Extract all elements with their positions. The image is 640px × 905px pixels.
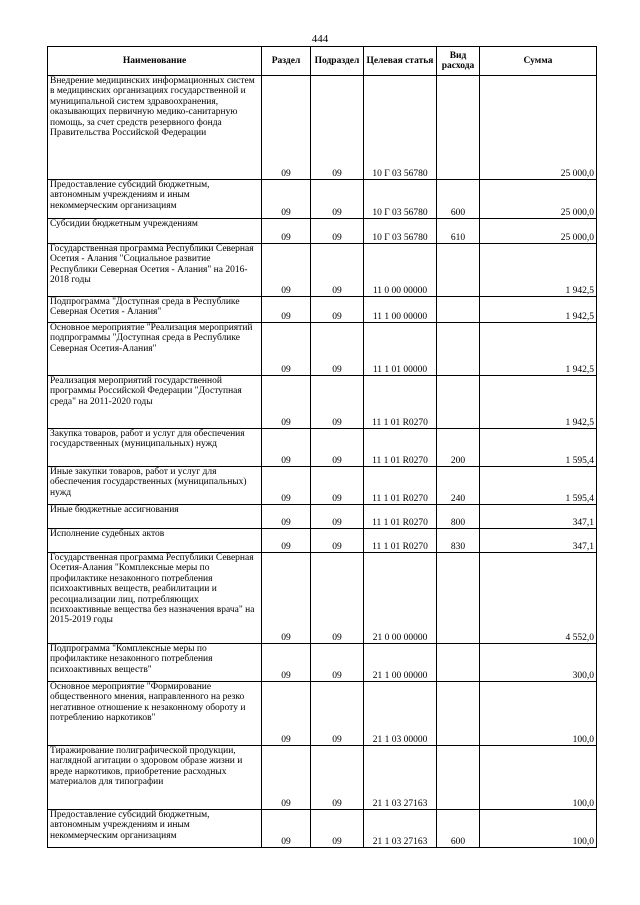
row-name: Предоставление субсидий бюджетным, автономным учреждениям и иным некоммерческим организациям (48, 810, 262, 848)
table-row (48, 244, 597, 297)
row-type: 800 (437, 505, 480, 529)
row-subsection: 09 (311, 376, 364, 429)
row-sum: 300,0 (480, 644, 597, 682)
row-sum: 347,1 (480, 505, 597, 529)
row-subsection: 09 (311, 810, 364, 848)
table-row (48, 553, 597, 644)
row-article: 11 1 01 00000 (364, 323, 437, 376)
row-subsection: 09 (311, 429, 364, 467)
row-name: Государственная программа Республики Северная Осетия - Алания "Социальное развитие Республики Северная Осетия - Алания" на 2016-2018 годы (48, 244, 262, 297)
row-name: Реализация мероприятий государственной программы Российской Федерации "Доступная среда" на 2011-2020 годы (48, 376, 262, 429)
row-subsection: 09 (311, 467, 364, 505)
page-number: 444 (311, 33, 329, 45)
row-article: 21 0 00 00000 (364, 553, 437, 644)
row-sum: 1 942,5 (480, 323, 597, 376)
table-row (48, 529, 597, 553)
row-subsection: 09 (311, 682, 364, 746)
row-type (437, 323, 480, 376)
header-name: Наименование (48, 47, 262, 76)
row-sum: 100,0 (480, 810, 597, 848)
row-sum: 1 942,5 (480, 244, 597, 297)
row-sum: 1 595,4 (480, 429, 597, 467)
row-type (437, 746, 480, 810)
row-name: Внедрение медицинских информационных систем в медицинских организациях государственной и муниципальной систем здравоохранения, оказывающих первичную медико-санитарную помощь, за счет средств резервного фонда Правительства Российской Федерации (48, 76, 262, 180)
row-subsection: 09 (311, 529, 364, 553)
row-section: 09 (262, 180, 311, 219)
row-section: 09 (262, 746, 311, 810)
row-subsection: 09 (311, 219, 364, 244)
table-row (48, 682, 597, 746)
table-header-row (48, 47, 597, 76)
header-target-article: Целевая статья (364, 47, 437, 76)
header-sum: Сумма (480, 47, 597, 76)
row-article: 21 1 03 27163 (364, 746, 437, 810)
row-sum: 347,1 (480, 529, 597, 553)
row-section: 09 (262, 244, 311, 297)
row-subsection: 09 (311, 505, 364, 529)
row-subsection: 09 (311, 746, 364, 810)
row-section: 09 (262, 467, 311, 505)
row-section: 09 (262, 76, 311, 180)
row-article: 21 1 03 00000 (364, 682, 437, 746)
row-sum: 1 942,5 (480, 297, 597, 323)
row-sum: 25 000,0 (480, 76, 597, 180)
row-type (437, 644, 480, 682)
row-type (437, 76, 480, 180)
row-section: 09 (262, 297, 311, 323)
row-type (437, 553, 480, 644)
row-article: 11 0 00 00000 (364, 244, 437, 297)
row-article: 11 1 01 R0270 (364, 467, 437, 505)
row-sum: 100,0 (480, 682, 597, 746)
row-sum: 100,0 (480, 746, 597, 810)
row-name: Основное мероприятие "Формирование общественного мнения, направленного на резко негативное отношение к незаконному обороту и потреблению наркотиков" (48, 682, 262, 746)
row-name: Государственная программа Республики Северная Осетия-Алания "Комплексные меры по профилактике незаконного потребления психоактивных веществ, реабилитации и ресоциализации лиц, потребляющих психоактивные вещества без назначения врача" на 2015-2019 годы (48, 553, 262, 644)
row-article: 10 Г 03 56780 (364, 76, 437, 180)
table-row (48, 644, 597, 682)
row-sum: 25 000,0 (480, 180, 597, 219)
table-row (48, 323, 597, 376)
row-section: 09 (262, 682, 311, 746)
row-section: 09 (262, 644, 311, 682)
row-section: 09 (262, 219, 311, 244)
row-subsection: 09 (311, 180, 364, 219)
row-subsection: 09 (311, 244, 364, 297)
row-article: 11 1 01 R0270 (364, 529, 437, 553)
row-name: Иные закупки товаров, работ и услуг для обеспечения государственных (муниципальных) нужд (48, 467, 262, 505)
table-row (48, 376, 597, 429)
row-name: Исполнение судебных актов (48, 529, 262, 553)
row-article: 11 1 01 R0270 (364, 429, 437, 467)
row-type (437, 244, 480, 297)
row-section: 09 (262, 505, 311, 529)
table-row (48, 505, 597, 529)
row-section: 09 (262, 323, 311, 376)
row-type (437, 682, 480, 746)
table-row (48, 297, 597, 323)
table-row (48, 467, 597, 505)
table-row (48, 180, 597, 219)
header-section: Раздел (262, 47, 311, 76)
row-article: 11 1 00 00000 (364, 297, 437, 323)
row-subsection: 09 (311, 323, 364, 376)
table-row (48, 810, 597, 848)
row-type (437, 376, 480, 429)
row-type: 240 (437, 467, 480, 505)
table-row (48, 746, 597, 810)
row-name: Предоставление субсидий бюджетным, автономным учреждениям и иным некоммерческим организациям (48, 180, 262, 219)
row-name: Подпрограмма "Доступная среда в Республике Северная Осетия - Алания" (48, 297, 262, 323)
row-name: Тиражирование полиграфической продукции, наглядной агитации о здоровом образе жизни и вреде наркотиков, приобретение расходных материалов для типографии (48, 746, 262, 810)
row-subsection: 09 (311, 76, 364, 180)
header-expense-type: Вид расхода (437, 47, 480, 76)
table-row (48, 429, 597, 467)
budget-table (47, 46, 597, 848)
row-section: 09 (262, 376, 311, 429)
row-name: Закупка товаров, работ и услуг для обеспечения государственных (муниципальных) нужд (48, 429, 262, 467)
row-type: 600 (437, 810, 480, 848)
row-section: 09 (262, 553, 311, 644)
row-type: 610 (437, 219, 480, 244)
row-subsection: 09 (311, 553, 364, 644)
row-article: 11 1 01 R0270 (364, 376, 437, 429)
row-sum: 4 552,0 (480, 553, 597, 644)
header-subsection: Подраздел (311, 47, 364, 76)
row-sum: 1 595,4 (480, 467, 597, 505)
row-section: 09 (262, 529, 311, 553)
row-article: 21 1 03 27163 (364, 810, 437, 848)
row-sum: 1 942,5 (480, 376, 597, 429)
row-type: 200 (437, 429, 480, 467)
row-type (437, 297, 480, 323)
row-article: 10 Г 03 56780 (364, 180, 437, 219)
row-article: 11 1 01 R0270 (364, 505, 437, 529)
table-row (48, 219, 597, 244)
row-type: 600 (437, 180, 480, 219)
row-section: 09 (262, 810, 311, 848)
row-subsection: 09 (311, 297, 364, 323)
row-name: Подпрограмма "Комплексные меры по профилактике незаконного потребления психоактивных веществ" (48, 644, 262, 682)
row-article: 10 Г 03 56780 (364, 219, 437, 244)
row-name: Субсидии бюджетным учреждениям (48, 219, 262, 244)
row-sum: 25 000,0 (480, 219, 597, 244)
table-row (48, 76, 597, 180)
row-name: Иные бюджетные ассигнования (48, 505, 262, 529)
row-subsection: 09 (311, 644, 364, 682)
row-name: Основное мероприятие "Реализация мероприятий подпрограммы "Доступная среда в Республике Северная Осетия-Алания" (48, 323, 262, 376)
row-article: 21 1 00 00000 (364, 644, 437, 682)
row-type: 830 (437, 529, 480, 553)
row-section: 09 (262, 429, 311, 467)
